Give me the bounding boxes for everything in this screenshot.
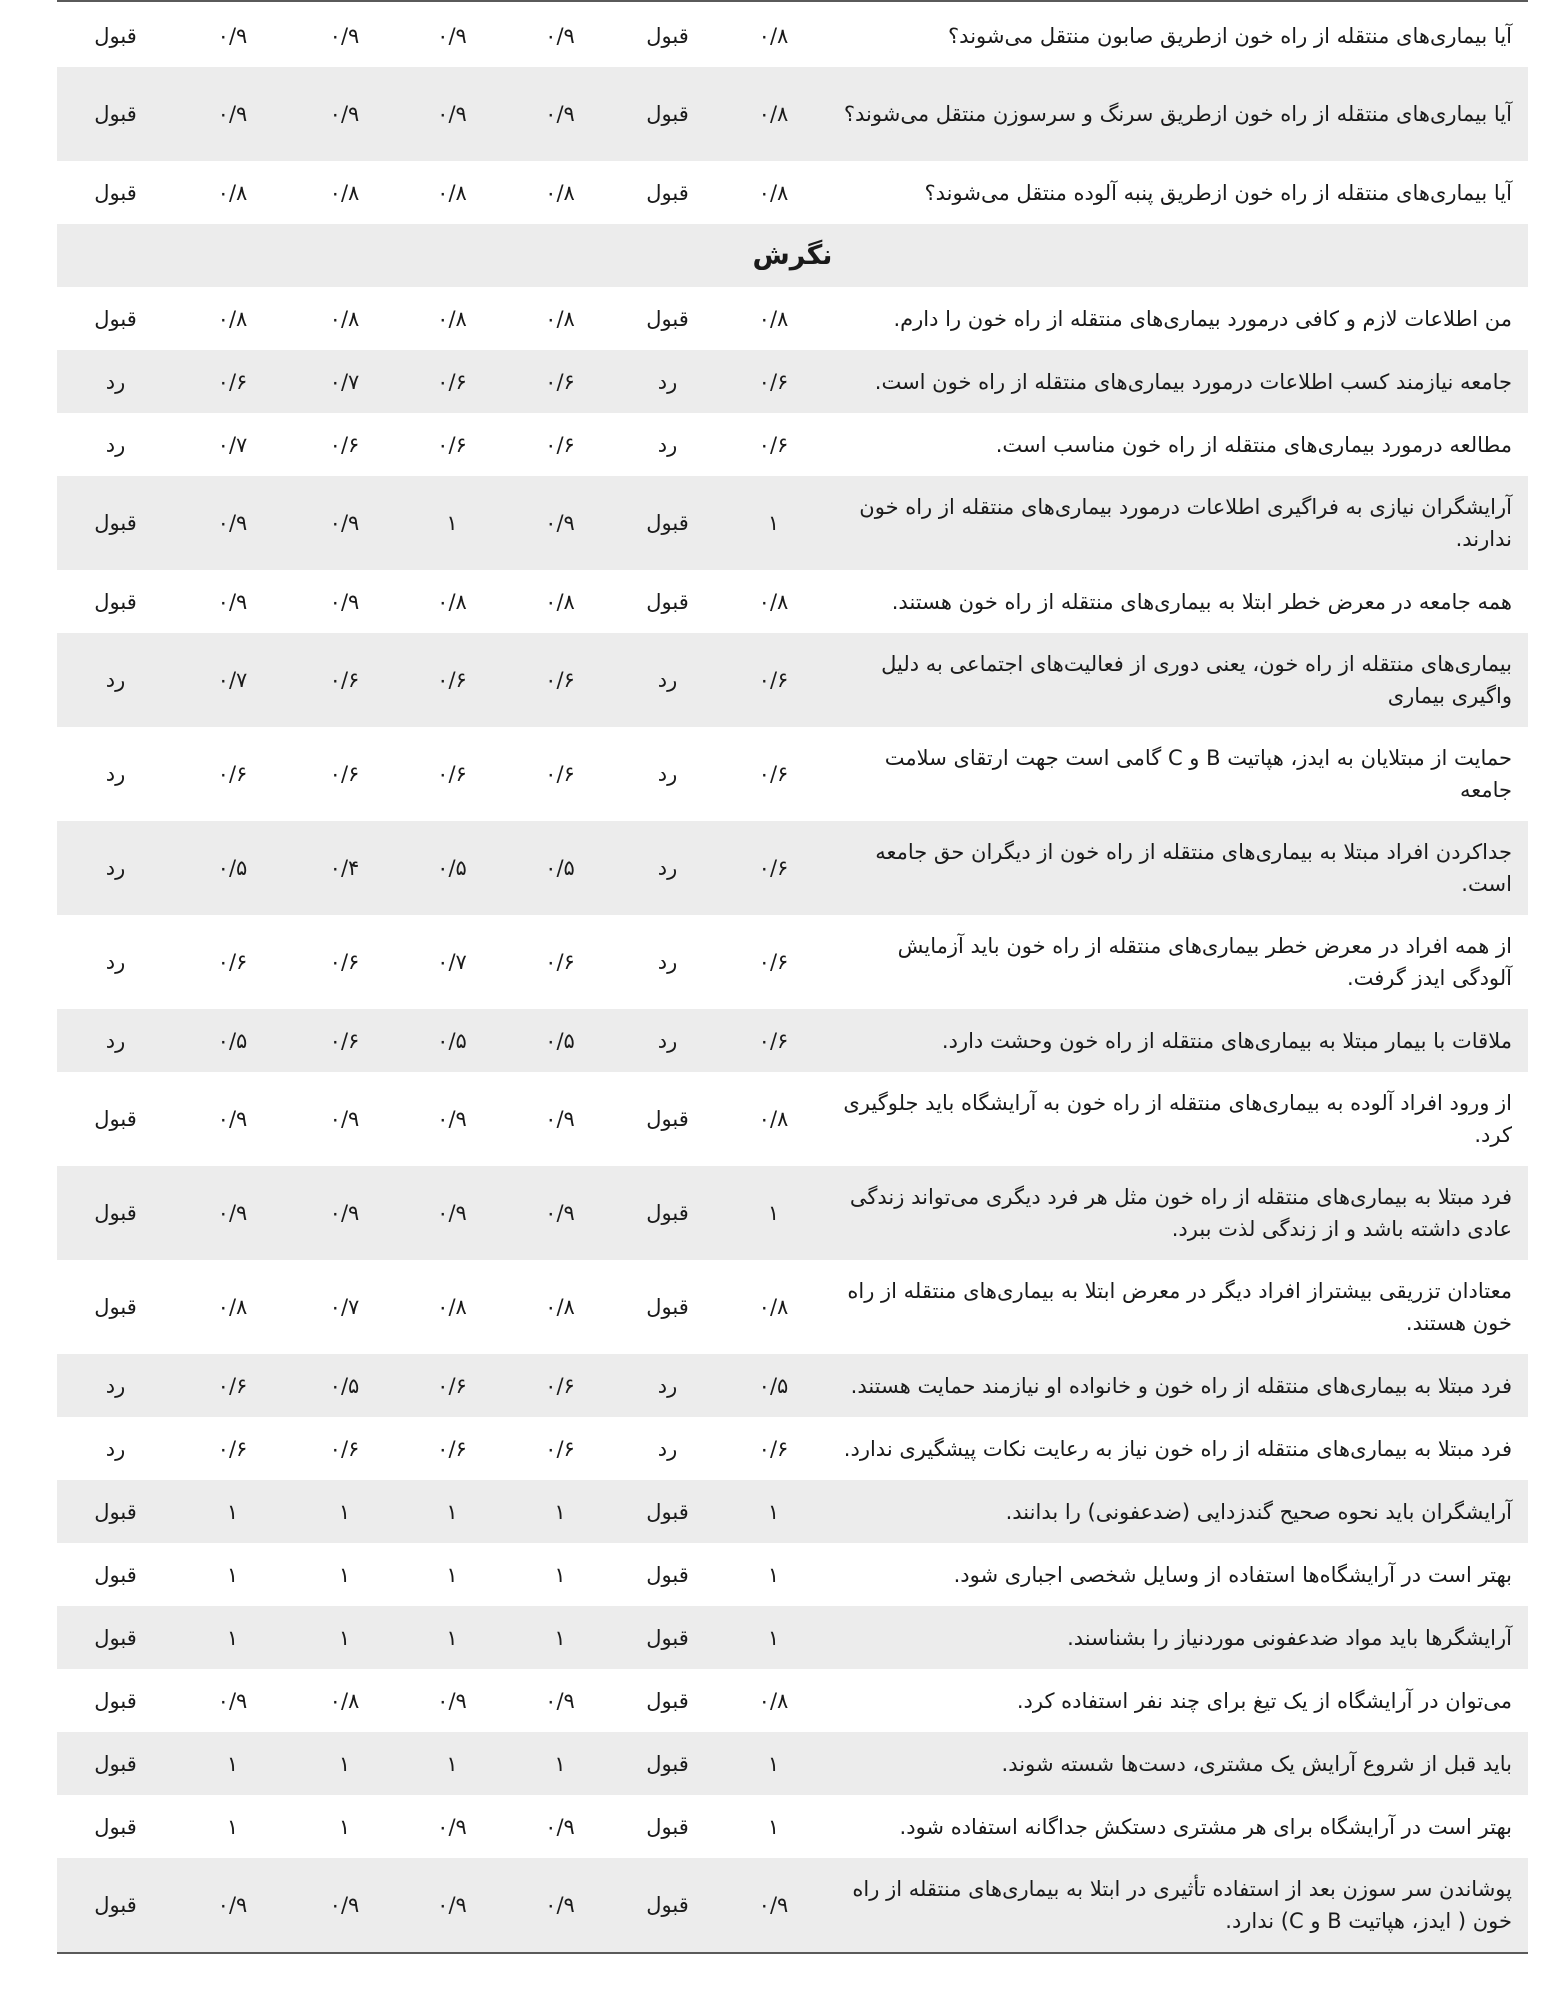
cvi-result-cell: قبول <box>57 1732 174 1795</box>
cvi-result-cell: قبول <box>57 1166 174 1260</box>
score-cell: ۰/۹ <box>217 1688 248 1713</box>
cvr-result-cell: رد <box>614 1354 721 1417</box>
validity-table <box>57 4 1528 1952</box>
score-cell: ۰/۶ <box>291 1009 398 1072</box>
score-cell: ۱ <box>398 1732 506 1795</box>
cvr-result-cell: قبول <box>614 476 721 570</box>
table-row <box>57 1795 1528 1858</box>
question-cell: آرایشگران نیازی به فراگیری اطلاعات درمورد بیماری‌های منتقله از راه خون ندارند. <box>826 476 1528 570</box>
cvi-result-cell: رد <box>105 432 126 457</box>
table-row <box>57 633 1528 727</box>
score-cell: ۰/۹ <box>545 1688 575 1713</box>
cvi-result-cell: قبول <box>57 1480 174 1543</box>
score-cell: ۰/۶ <box>329 1436 360 1461</box>
cvr-cell: ۱ <box>767 1814 780 1839</box>
score-cell: ۰/۹ <box>291 1166 398 1260</box>
score-cell: ۰/۶ <box>545 950 575 974</box>
score-cell: ۰/۶ <box>506 1354 614 1417</box>
score-cell: ۰/۶ <box>398 350 506 413</box>
cvr-result-cell: قبول <box>646 1107 689 1131</box>
cvi-result-cell: قبول <box>94 589 137 614</box>
cvr-result-cell: رد <box>657 432 678 457</box>
score-cell: ۰/۹ <box>398 1858 506 1952</box>
question-cell: جامعه نیازمند کسب اطلاعات درمورد بیماری‌های منتقله از راه خون است. <box>826 350 1528 413</box>
question-cell: مطالعه درمورد بیماری‌های منتقله از راه خون مناسب است. <box>995 432 1512 457</box>
cvr-cell: ۰/۶ <box>721 821 826 915</box>
score-cell: ۰/۹ <box>437 1814 467 1839</box>
cvr-result-cell: قبول <box>646 180 689 205</box>
question-cell: فرد مبتلا به بیماری‌های منتقله از راه خون نیاز به رعایت نکات پیشگیری ندارد. <box>843 1436 1512 1461</box>
table-row <box>57 1260 1528 1354</box>
score-cell: ۰/۹ <box>506 1858 614 1952</box>
cvr-result-cell: رد <box>614 350 721 413</box>
score-cell: ۰/۶ <box>437 432 467 457</box>
score-cell: ۰/۶ <box>329 950 360 974</box>
cvr-result-cell: قبول <box>614 1480 721 1543</box>
cvi-result-cell: رد <box>105 950 126 974</box>
cvi-result-cell: رد <box>57 1354 174 1417</box>
score-cell: ۰/۶ <box>545 762 575 786</box>
question-cell: پوشاندن سر سوزن بعد از استفاده تأثیری در ابتلا به بیماری‌های منتقله از راه خون ( ایدز، هپاتیت B و C) ندارد. <box>826 1858 1528 1952</box>
table-row <box>57 1543 1528 1606</box>
cvr-result-cell: قبول <box>614 1166 721 1260</box>
table-row <box>57 915 1528 1009</box>
score-cell: ۰/۵ <box>398 821 506 915</box>
score-cell: ۰/۸ <box>217 180 248 205</box>
cvi-result-cell: قبول <box>94 1562 137 1587</box>
score-cell: ۰/۵ <box>398 1009 506 1072</box>
score-cell: ۰/۸ <box>545 1295 575 1319</box>
score-cell: ۰/۹ <box>217 23 248 48</box>
section-heading: نگرش <box>57 224 1528 287</box>
cvr-cell: ۱ <box>767 1562 780 1587</box>
score-cell: ۰/۹ <box>545 23 575 48</box>
score-cell: ۱ <box>291 1606 398 1669</box>
table-row <box>57 350 1528 413</box>
score-cell: ۰/۵ <box>174 821 291 915</box>
cvi-result-cell: قبول <box>94 1107 137 1131</box>
score-cell: ۰/۶ <box>437 762 467 786</box>
score-cell: ۰/۶ <box>506 633 614 727</box>
score-cell: ۰/۶ <box>329 762 360 786</box>
score-cell: ۱ <box>338 1814 351 1839</box>
cvi-result-cell: رد <box>105 1436 126 1461</box>
cvr-cell: ۰/۵ <box>721 1354 826 1417</box>
score-cell: ۰/۶ <box>217 762 248 786</box>
score-cell: ۰/۹ <box>217 589 248 614</box>
question-cell: بهتر است در آرایشگاه‌ها استفاده از وسایل شخصی اجباری شود. <box>953 1562 1512 1587</box>
score-cell: ۰/۵ <box>506 1009 614 1072</box>
score-cell: ۱ <box>506 1480 614 1543</box>
cvr-cell: ۰/۶ <box>721 633 826 727</box>
score-cell: ۰/۹ <box>545 1107 575 1131</box>
table-row <box>57 1354 1528 1417</box>
score-cell: ۰/۶ <box>217 950 248 974</box>
cvi-result-cell: قبول <box>94 1814 137 1839</box>
table-row <box>57 1606 1528 1669</box>
cvr-cell: ۰/۸ <box>758 306 789 331</box>
table-row <box>57 161 1528 224</box>
cvr-cell: ۰/۸ <box>721 67 826 161</box>
cvi-result-cell: قبول <box>94 180 137 205</box>
table-row <box>57 476 1528 570</box>
table-row <box>57 1009 1528 1072</box>
question-cell: آیا بیماری‌های منتقله از راه خون ازطریق سرنگ و سرسوزن منتقل می‌شوند؟ <box>826 67 1528 161</box>
score-cell: ۰/۹ <box>545 1814 575 1839</box>
score-cell: ۰/۹ <box>437 23 467 48</box>
cvr-cell: ۰/۶ <box>758 432 789 457</box>
score-cell: ۰/۹ <box>174 67 291 161</box>
cvr-cell: ۰/۸ <box>758 589 789 614</box>
score-cell: ۰/۶ <box>291 633 398 727</box>
score-cell: ۰/۶ <box>329 432 360 457</box>
cvi-result-cell: رد <box>57 1009 174 1072</box>
score-cell: ۰/۹ <box>398 67 506 161</box>
score-cell: ۰/۸ <box>545 306 575 331</box>
question-cell: آرایشگران باید نحوه صحیح گندزدایی (ضدعفونی) را بدانند. <box>826 1480 1528 1543</box>
cvr-cell: ۰/۹ <box>721 1858 826 1952</box>
question-cell: ملاقات با بیمار مبتلا به بیماری‌های منتقله از راه خون وحشت دارد. <box>826 1009 1528 1072</box>
score-cell: ۰/۸ <box>217 306 248 331</box>
score-cell: ۱ <box>291 1732 398 1795</box>
cvr-result-cell: رد <box>657 950 678 974</box>
question-cell: بیماری‌های منتقله از راه خون، یعنی دوری از فعالیت‌های اجتماعی به دلیل واگیری بیماری <box>826 633 1528 727</box>
cvi-result-cell: قبول <box>57 1858 174 1952</box>
cvr-cell: ۱ <box>721 1166 826 1260</box>
question-cell: فرد مبتلا به بیماری‌های منتقله از راه خون و خانواده او نیازمند حمایت هستند. <box>826 1354 1528 1417</box>
cvr-result-cell: رد <box>614 821 721 915</box>
table-row <box>57 413 1528 476</box>
table-row <box>57 727 1528 821</box>
cvr-result-cell: رد <box>614 633 721 727</box>
table-row <box>57 1072 1528 1166</box>
score-cell: ۰/۹ <box>174 1166 291 1260</box>
score-cell: ۰/۷ <box>437 950 467 974</box>
score-cell: ۰/۶ <box>545 432 575 457</box>
score-cell: ۰/۸ <box>437 589 467 614</box>
question-cell: بهتر است در آرایشگاه برای هر مشتری دستکش جداگانه استفاده شود. <box>899 1814 1512 1839</box>
score-cell: ۱ <box>174 1606 291 1669</box>
question-cell: آیا بیماری‌های منتقله از راه خون ازطریق صابون منتقل می‌شوند؟ <box>948 23 1512 48</box>
score-cell: ۱ <box>174 1480 291 1543</box>
cvr-result-cell: قبول <box>646 23 689 48</box>
score-cell: ۰/۹ <box>437 1107 467 1131</box>
cvr-result-cell: قبول <box>614 67 721 161</box>
score-cell: ۰/۶ <box>398 1354 506 1417</box>
score-cell: ۰/۸ <box>545 589 575 614</box>
table-row <box>57 67 1528 161</box>
score-cell: ۰/۹ <box>217 1107 248 1131</box>
cvr-cell: ۰/۶ <box>758 762 789 786</box>
score-cell: ۱ <box>554 1562 566 1587</box>
table-row <box>57 287 1528 350</box>
cvr-result-cell: رد <box>657 1436 678 1461</box>
score-cell: ۱ <box>226 1562 239 1587</box>
cvr-cell: ۰/۸ <box>758 1295 789 1319</box>
score-cell: ۰/۸ <box>329 1688 360 1713</box>
cvr-result-cell: قبول <box>646 1814 689 1839</box>
cvr-result-cell: رد <box>657 762 678 786</box>
cvr-cell: ۰/۶ <box>721 1009 826 1072</box>
score-cell: ۱ <box>446 1562 458 1587</box>
score-cell: ۰/۶ <box>217 1436 248 1461</box>
score-cell: ۰/۹ <box>398 1166 506 1260</box>
cvi-result-cell: قبول <box>57 1606 174 1669</box>
question-cell: همه جامعه در معرض خطر ابتلا به بیماری‌های منتقله از راه خون هستند. <box>891 589 1512 614</box>
cvi-result-cell: رد <box>57 633 174 727</box>
score-cell: ۰/۷ <box>329 1295 360 1319</box>
score-cell: ۰/۹ <box>329 1107 360 1131</box>
table-row <box>57 570 1528 633</box>
score-cell: ۰/۹ <box>506 67 614 161</box>
score-cell: ۰/۶ <box>174 1354 291 1417</box>
score-cell: ۰/۸ <box>329 306 360 331</box>
score-cell: ۰/۵ <box>291 1354 398 1417</box>
score-cell: ۱ <box>398 1480 506 1543</box>
score-cell: ۰/۹ <box>291 67 398 161</box>
score-cell: ۰/۷ <box>174 633 291 727</box>
cvi-result-cell: رد <box>105 762 126 786</box>
score-cell: ۰/۶ <box>398 633 506 727</box>
score-cell: ۰/۸ <box>437 1295 467 1319</box>
cvi-result-cell: قبول <box>57 476 174 570</box>
score-cell: ۰/۹ <box>329 23 360 48</box>
question-cell: آرایشگرها باید مواد ضدعفونی موردنیاز را بشناسند. <box>826 1606 1528 1669</box>
question-cell: از ورود افراد آلوده به بیماری‌های منتقله از راه خون به آرایشگاه باید جلوگیری کرد. <box>843 1091 1512 1147</box>
score-cell: ۰/۹ <box>174 476 291 570</box>
cvi-result-cell: رد <box>57 350 174 413</box>
cvr-result-cell: قبول <box>646 589 689 614</box>
score-cell: ۰/۹ <box>506 1166 614 1260</box>
question-cell: معتادان تزریقی بیشتراز افراد دیگر در معرض ابتلا به بیماری‌های منتقله از راه خون هستند. <box>847 1279 1512 1335</box>
cvr-result-cell: قبول <box>646 1562 689 1587</box>
score-cell: ۱ <box>338 1562 351 1587</box>
table-row <box>57 821 1528 915</box>
table-body <box>57 4 1528 1952</box>
cvr-cell: ۰/۸ <box>758 1107 789 1131</box>
section-row <box>57 224 1528 287</box>
cvr-cell: ۰/۶ <box>758 950 789 974</box>
cvr-cell: ۰/۸ <box>758 1688 789 1713</box>
cvr-result-cell: قبول <box>614 1732 721 1795</box>
score-cell: ۰/۵ <box>506 821 614 915</box>
score-cell: ۰/۸ <box>217 1295 248 1319</box>
cvr-result-cell: رد <box>614 1009 721 1072</box>
table-row <box>57 1732 1528 1795</box>
question-cell: آیا بیماری‌های منتقله از راه خون ازطریق پنبه آلوده منتقل می‌شوند؟ <box>924 180 1512 205</box>
question-cell: از همه افراد در معرض خطر بیماری‌های منتقله از راه خون باید آزمایش آلودگی ایدز گرفت. <box>897 934 1512 990</box>
score-cell: ۰/۵ <box>174 1009 291 1072</box>
cvr-cell: ۱ <box>721 476 826 570</box>
score-cell: ۰/۷ <box>291 350 398 413</box>
cvr-result-cell: قبول <box>646 1295 689 1319</box>
score-cell: ۰/۹ <box>437 1688 467 1713</box>
score-cell: ۰/۴ <box>291 821 398 915</box>
table-row <box>57 4 1528 67</box>
cvr-cell: ۱ <box>721 1480 826 1543</box>
cvi-result-cell: قبول <box>94 1688 137 1713</box>
score-cell: ۰/۹ <box>291 476 398 570</box>
score-cell: ۰/۹ <box>329 589 360 614</box>
table-row <box>57 1669 1528 1732</box>
cvr-result-cell: قبول <box>646 1688 689 1713</box>
table-row <box>57 1858 1528 1952</box>
cvr-cell: ۰/۶ <box>758 1436 789 1461</box>
cvi-result-cell: قبول <box>94 23 137 48</box>
score-cell: ۱ <box>398 476 506 570</box>
table-bottom-rule <box>57 1952 1528 1954</box>
score-cell: ۰/۷ <box>217 432 248 457</box>
table-row <box>57 1417 1528 1480</box>
question-cell: من اطلاعات لازم و کافی درمورد بیماری‌های منتقله از راه خون را دارم. <box>893 306 1512 331</box>
score-cell: ۰/۹ <box>506 476 614 570</box>
score-cell: ۱ <box>226 1814 239 1839</box>
score-cell: ۰/۹ <box>174 1858 291 1952</box>
score-cell: ۱ <box>506 1732 614 1795</box>
question-cell: حمایت از مبتلایان به ایدز، هپاتیت B و C گامی است جهت ارتقای سلامت جامعه <box>884 746 1512 802</box>
cvi-result-cell: رد <box>57 821 174 915</box>
score-cell: ۰/۹ <box>291 1858 398 1952</box>
table-row <box>57 1480 1528 1543</box>
question-cell: می‌توان در آرایشگاه از یک تیغ برای چند نفر استفاده کرد. <box>1016 1688 1512 1713</box>
cvr-result-cell: قبول <box>614 1606 721 1669</box>
score-cell: ۰/۸ <box>329 180 360 205</box>
score-cell: ۰/۶ <box>437 1436 467 1461</box>
cvr-cell: ۱ <box>721 1732 826 1795</box>
question-cell: جداکردن افراد مبتلا به بیماری‌های منتقله از راه خون از دیگران حق جامعه است. <box>826 821 1528 915</box>
table-top-rule <box>57 0 1528 2</box>
score-cell: ۱ <box>506 1606 614 1669</box>
score-cell: ۰/۶ <box>174 350 291 413</box>
score-cell: ۰/۶ <box>545 1436 575 1461</box>
document-page <box>57 0 1528 1954</box>
cvi-result-cell: قبول <box>57 67 174 161</box>
cvr-cell: ۰/۶ <box>721 350 826 413</box>
question-cell: فرد مبتلا به بیماری‌های منتقله از راه خون مثل هر فرد دیگری می‌تواند زندگی عادی داشته باشد و از زندگی لذت ببرد. <box>826 1166 1528 1260</box>
cvr-cell: ۱ <box>721 1606 826 1669</box>
cvr-cell: ۰/۸ <box>758 23 789 48</box>
score-cell: ۰/۸ <box>545 180 575 205</box>
cvr-result-cell: قبول <box>614 1858 721 1952</box>
table-row <box>57 1166 1528 1260</box>
score-cell: ۱ <box>174 1732 291 1795</box>
score-cell: ۰/۶ <box>506 350 614 413</box>
score-cell: ۰/۸ <box>437 180 467 205</box>
score-cell: ۱ <box>291 1480 398 1543</box>
cvi-result-cell: قبول <box>94 306 137 331</box>
cvr-cell: ۰/۸ <box>758 180 789 205</box>
score-cell: ۰/۸ <box>437 306 467 331</box>
cvr-result-cell: قبول <box>646 306 689 331</box>
score-cell: ۱ <box>398 1606 506 1669</box>
question-cell: باید قبل از شروع آرایش یک مشتری، دست‌ها شسته شوند. <box>826 1732 1528 1795</box>
cvi-result-cell: قبول <box>94 1295 137 1319</box>
